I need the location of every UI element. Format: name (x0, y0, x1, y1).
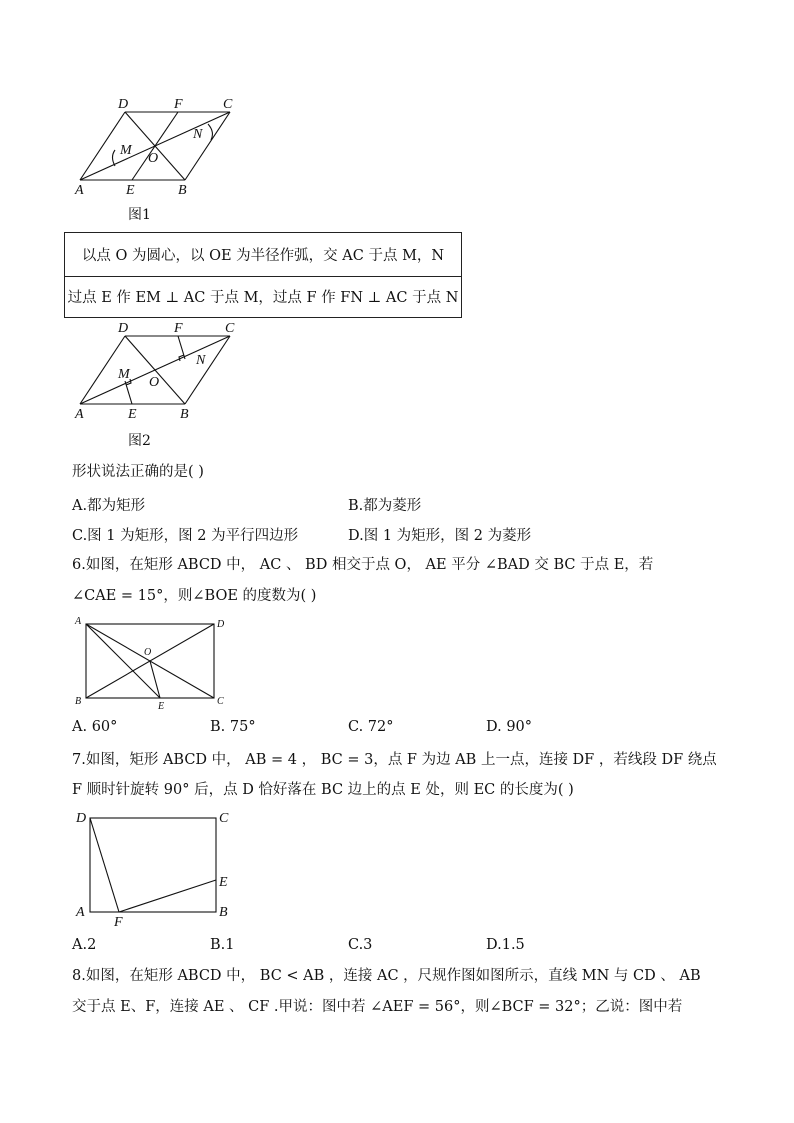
q6-segment-ae (86, 624, 160, 698)
q8-line-1: 8.如图，在矩形 ABCD 中， BC < AB ，连接 AC ，尺规作图如图所示，直线 MN 与 CD 、 AB (72, 968, 701, 984)
fig1-label-n: N (193, 127, 203, 142)
q6-label-b: B (75, 696, 82, 707)
q7-option-d: D.1.5 (486, 937, 525, 953)
q6-label-e: E (158, 701, 165, 712)
q6-option-c: C. 72° (348, 719, 394, 735)
q7-label-b: B (219, 905, 228, 920)
q6-figure (70, 612, 240, 712)
q6-label-d: D (217, 619, 225, 630)
fig1-label-b: B (178, 183, 187, 198)
fig2-label-o: O (149, 375, 160, 390)
fig1-label-a: A (75, 183, 84, 198)
fig1-label-o: O (148, 151, 159, 166)
q7-label-f: F (114, 915, 123, 930)
q7-rectangle-abcd (90, 818, 216, 912)
q7-segment-df (90, 818, 119, 912)
figure-1 (70, 92, 250, 198)
fig2-label-b: B (180, 407, 189, 422)
q6-line-2: ∠CAE = 15°，则∠BOE 的度数为( ) (72, 588, 317, 604)
q6-label-c: C (217, 696, 224, 707)
q5-option-c: C.图 1 为矩形，图 2 为平行四边形 (72, 528, 299, 544)
q7-option-b: B.1 (210, 937, 235, 953)
fig1-arc-m (113, 150, 116, 166)
fig1-label-c: C (223, 97, 233, 112)
fig1-label-f: F (174, 97, 183, 112)
q6-line-1: 6.如图，在矩形 ABCD 中， AC 、 BD 相交于点 O， AE 平分 ∠BAD 交 BC 于点 E，若 (72, 557, 654, 573)
fig1-label-e: E (126, 183, 135, 198)
q6-label-o: O (144, 647, 152, 658)
figure-1-caption: 图1 (128, 207, 151, 223)
q7-label-e: E (219, 875, 228, 890)
fig1-arc-n (208, 124, 212, 140)
q7-label-c: C (219, 811, 229, 826)
q8-line-2: 交于点 E、F，连接 AE 、 CF .甲说：图中若 ∠AEF = 56°，则∠BCF = 32°；乙说：图中若 (72, 999, 683, 1015)
q7-segment-fe (119, 880, 216, 912)
method-table (64, 232, 462, 318)
method-row-1: 以点 O 为圆心，以 OE 为半径作弧，交 AC 于点 M，N (81, 248, 445, 264)
fig1-label-d: D (118, 97, 129, 112)
fig2-label-d: D (118, 321, 129, 336)
q5-option-b: B.都为菱形 (348, 498, 422, 514)
fig2-label-f: F (174, 321, 183, 336)
q7-label-d: D (76, 811, 87, 826)
q6-label-a: A (75, 616, 82, 627)
q7-line-1: 7.如图，矩形 ABCD 中， AB = 4 ， BC = 3，点 F 为边 AB 上一点，连接 DF ，若线段 DF 绕点 (72, 752, 717, 768)
q5-option-a: A.都为矩形 (72, 498, 146, 514)
table-divider (65, 276, 461, 277)
fig2-label-m: M (118, 367, 130, 382)
fig2-diagonal-bd (125, 336, 185, 404)
q7-option-c: C.3 (348, 937, 373, 953)
figure-2-caption: 图2 (128, 433, 151, 449)
fig2-label-c: C (225, 321, 235, 336)
q6-option-b: B. 75° (210, 719, 256, 735)
q7-option-a: A.2 (72, 937, 97, 953)
q5-option-d: D.图 1 为矩形，图 2 为菱形 (348, 528, 532, 544)
q5-stem: 形状说法正确的是( ) (72, 464, 204, 480)
figure-2 (70, 318, 250, 424)
q6-option-d: D. 90° (486, 719, 533, 735)
method-row-2: 过点 E 作 EM ⊥ AC 于点 M，过点 F 作 FN ⊥ AC 于点 N (67, 290, 459, 306)
q7-label-a: A (76, 905, 85, 920)
fig2-label-n: N (196, 353, 206, 368)
q7-figure (70, 806, 240, 930)
fig1-segment-ef (132, 112, 178, 180)
fig2-label-e: E (128, 407, 137, 422)
fig2-label-a: A (75, 407, 84, 422)
q6-option-a: A. 60° (72, 719, 118, 735)
q7-line-2: F 顺时针旋转 90° 后，点 D 恰好落在 BC 边上的点 E 处，则 EC 的长度为( ) (72, 782, 574, 798)
fig1-label-m: M (120, 143, 132, 158)
